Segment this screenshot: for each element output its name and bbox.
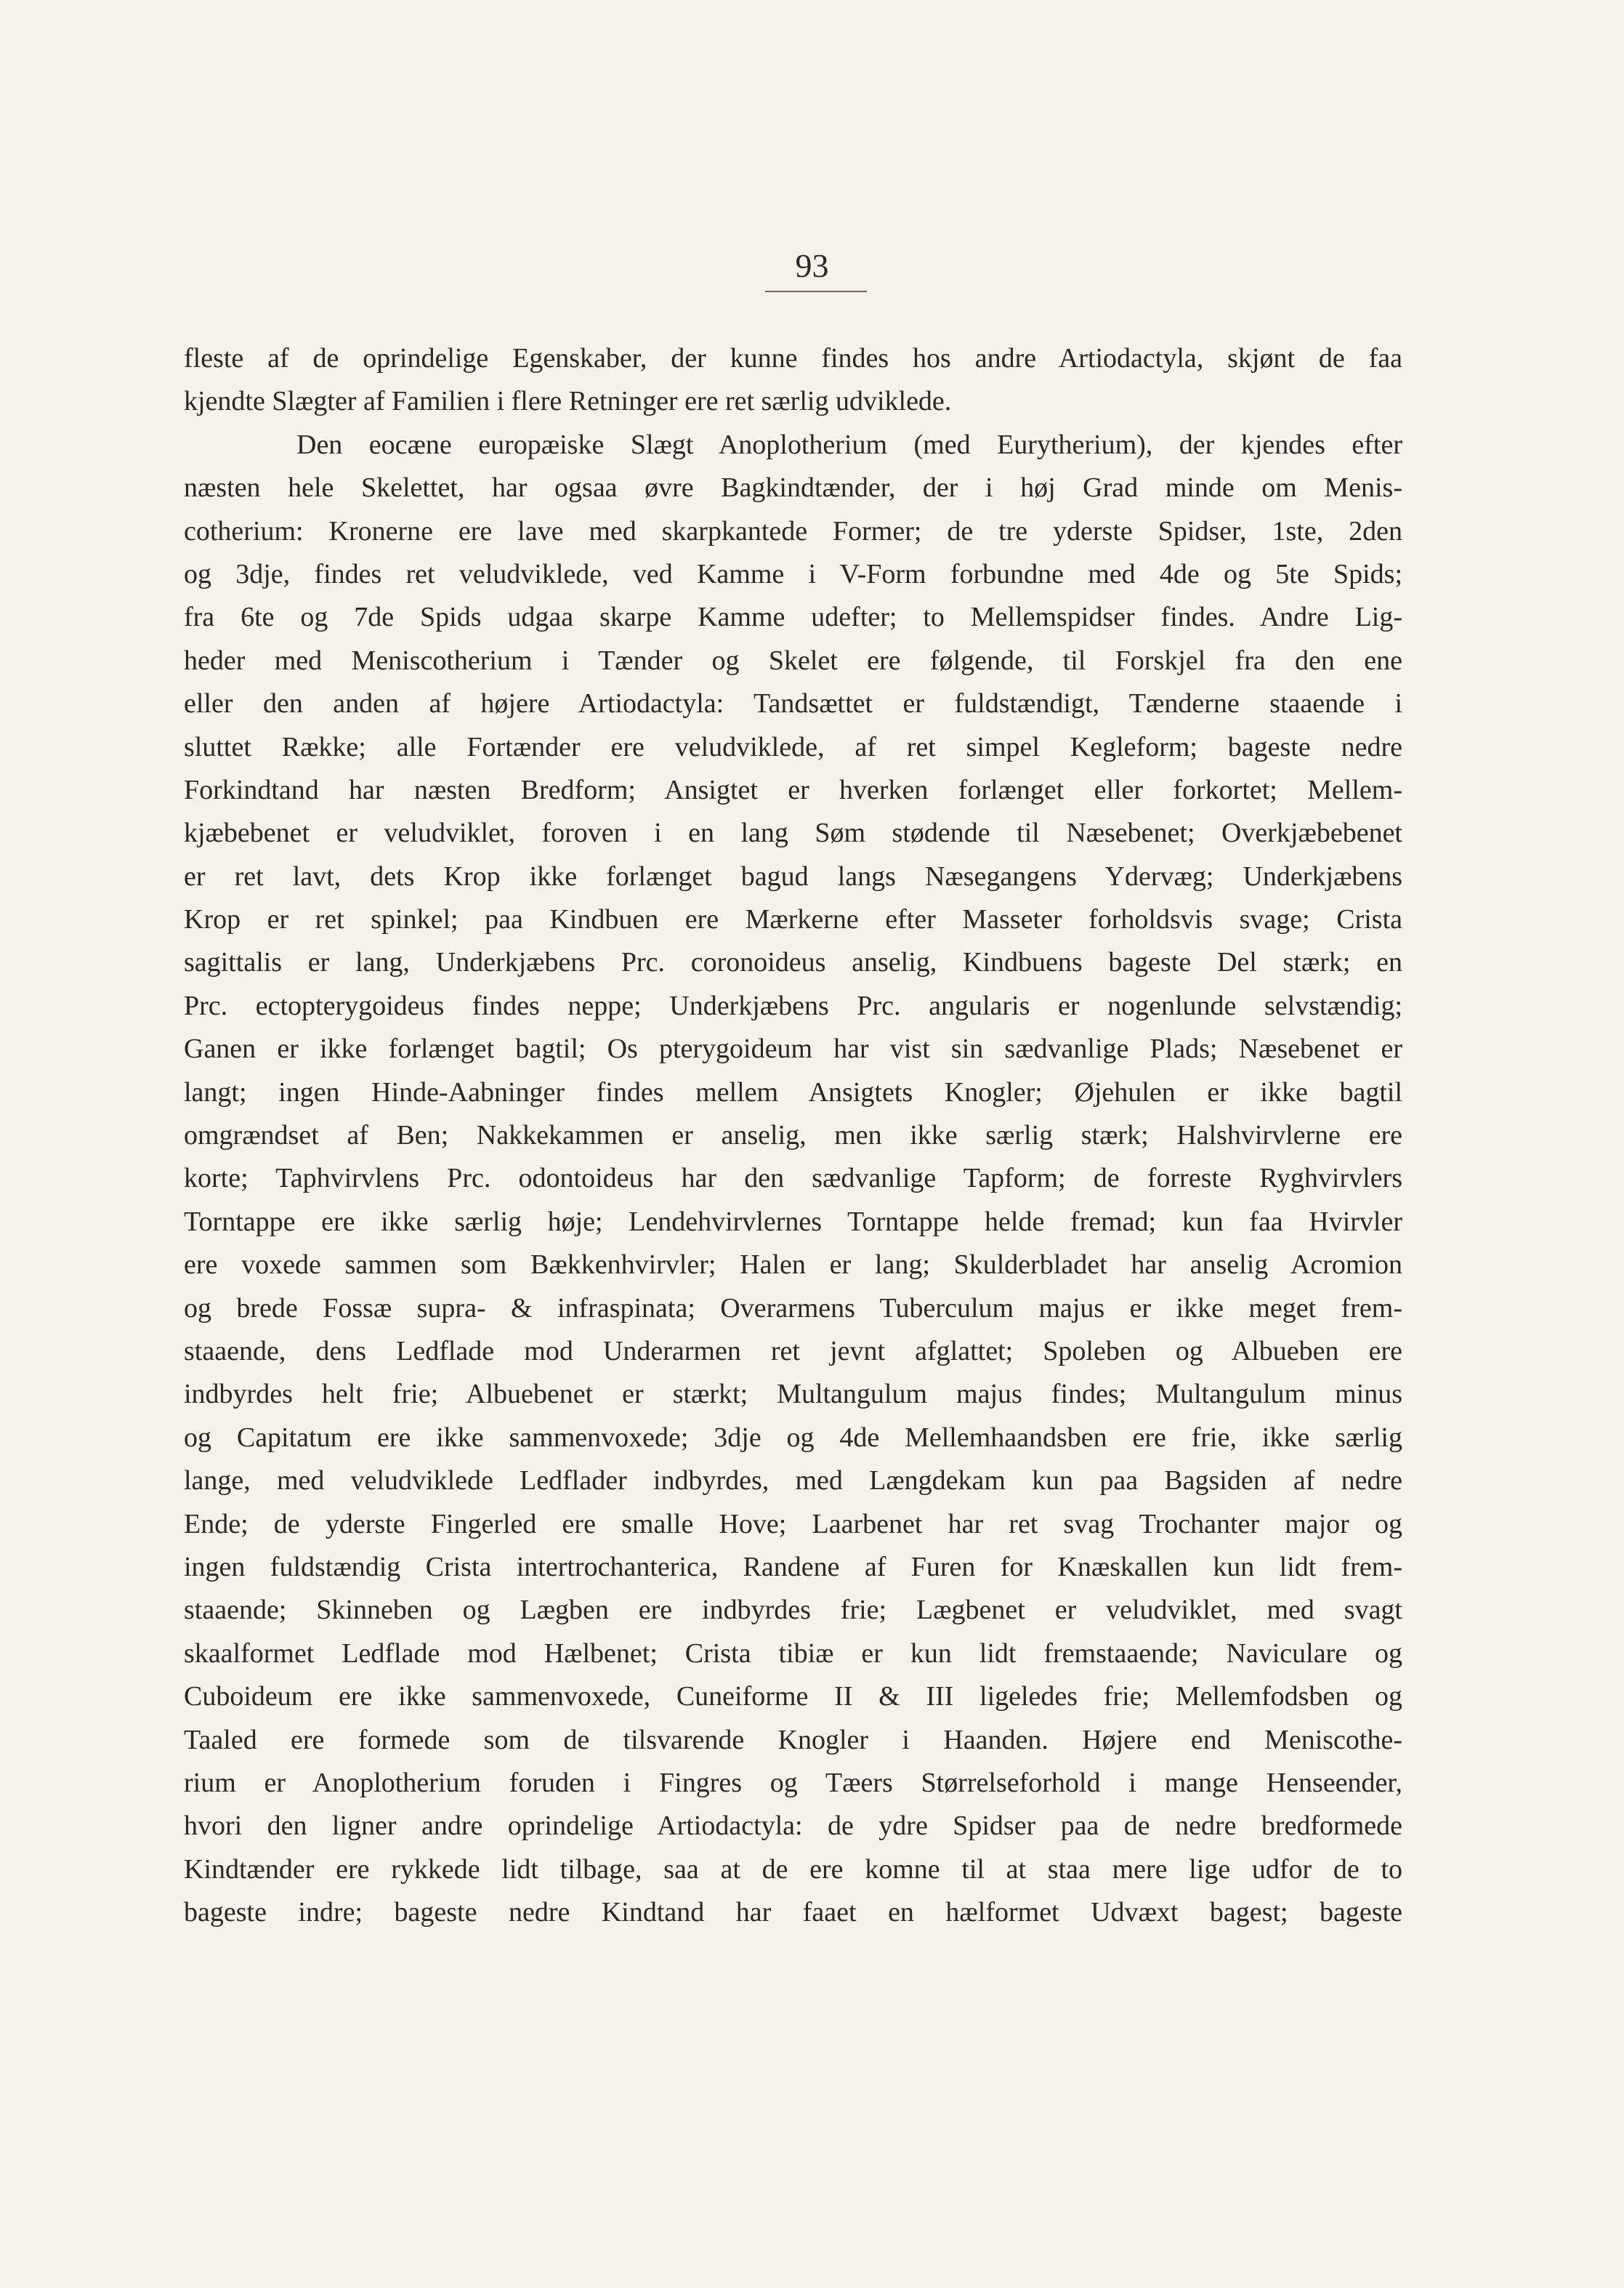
text-line: lange, med veludviklede Ledflader indbyrdes, med Længdekam kun paa Bagsiden af nedre	[184, 1465, 1402, 1497]
text-line: cotherium: Kronerne ere lave med skarpkantede Former; de tre yderste Spidser, 1ste, 2den	[184, 515, 1402, 547]
text-line: Den eocæne europæiske Slægt Anoplotherium (med Eurytherium), der kjendes efter	[296, 429, 1402, 460]
text-line: og Capitatum ere ikke sammenvoxede; 3dje og 4de Mellemhaandsben ere frie, ikke særlig	[184, 1422, 1402, 1453]
text-line: skaalformet Ledflade mod Hælbenet; Crista tibiæ er kun lidt fremstaaende; Naviculare og	[184, 1638, 1402, 1669]
text-line: eller den anden af højere Artiodactyla: Tandsættet er fuldstændigt, Tænderne staaende i	[184, 688, 1402, 720]
text-line: fleste af de oprindelige Egenskaber, der kunne findes hos andre Artiodactyla, skjønt de faa	[184, 343, 1402, 374]
text-line: og brede Fossæ supra- & infraspinata; Overarmens Tuberculum majus er ikke meget frem-	[184, 1292, 1402, 1324]
text-line: Kindtænder ere rykkede lidt tilbage, saa at de ere komne til at staa mere lige udfor de to	[184, 1853, 1402, 1885]
text-line: rium er Anoplotherium foruden i Fingres og Tæers Størrelseforhold i mange Henseender,	[184, 1767, 1402, 1798]
page-number: 93	[795, 247, 829, 284]
text-line: omgrændset af Ben; Nakkekammen er anselig, men ikke særlig stærk; Halshvirvlerne ere	[184, 1120, 1402, 1151]
text-line: langt; ingen Hinde-Aabninger findes mellem Ansigtets Knogler; Øjehulen er ikke bagtil	[184, 1076, 1402, 1108]
text-line: og 3dje, findes ret veludviklede, ved Kamme i V-Form forbundne med 4de og 5te Spids;	[184, 558, 1402, 589]
text-line: korte; Taphvirvlens Prc. odontoideus har den sædvanlige Tapform; de forreste Ryghvirvlers	[184, 1163, 1402, 1194]
text-line: næsten hele Skelettet, har ogsaa øvre Bagkindtænder, der i høj Grad minde om Menis-	[184, 472, 1402, 504]
text-line: heder med Meniscotherium i Tænder og Skelet ere følgende, til Forskjel fra den ene	[184, 645, 1402, 676]
text-line: fra 6te og 7de Spids udgaa skarpe Kamme udefter; to Mellemspidser findes. Andre Lig-	[184, 602, 1402, 633]
text-line: Prc. ectopterygoideus findes neppe; Underkjæbens Prc. angularis er nogenlunde selvstændig;	[184, 990, 1402, 1021]
text-line: ingen fuldstændig Crista intertrochanterica, Randene af Furen for Knæskallen kun lidt frem-	[184, 1551, 1402, 1582]
body-text	[184, 337, 1402, 1934]
text-line: Torntappe ere ikke særlig høje; Lendehvirvlernes Torntappe helde fremad; kun faa Hvirvler	[184, 1206, 1402, 1237]
text-line: sluttet Række; alle Fortænder ere veludviklede, af ret simpel Kegleform; bageste nedre	[184, 731, 1402, 762]
text-line: Forkindtand har næsten Bredform; Ansigtet er hverken forlænget eller forkortet; Mellem-	[184, 774, 1402, 805]
text-line: Ende; de yderste Fingerled ere smalle Hove; Laarbenet har ret svag Trochanter major og	[184, 1508, 1402, 1539]
text-line: sagittalis er lang, Underkjæbens Prc. coronoideus anselig, Kindbuens bageste Del stærk; en	[184, 947, 1402, 978]
text-line: bageste indre; bageste nedre Kindtand har faaet en hælformet Udvæxt bagest; bageste	[184, 1897, 1402, 1928]
header-rule	[765, 291, 867, 292]
text-line: kjendte Slægter af Familien i flere Retninger ere ret særlig udviklede.	[184, 386, 952, 417]
text-line: ere voxede sammen som Bækkenhvirvler; Halen er lang; Skulderbladet har anselig Acromion	[184, 1249, 1402, 1281]
text-line: hvori den ligner andre oprindelige Artiodactyla: de ydre Spidser paa de nedre bredformede	[184, 1810, 1402, 1842]
text-line: Ganen er ikke forlænget bagtil; Os pterygoideum har vist sin sædvanlige Plads; Næsebenet er	[184, 1034, 1402, 1065]
text-line: Krop er ret spinkel; paa Kindbuen ere Mærkerne efter Masseter forholdsvis svage; Crista	[184, 904, 1402, 935]
text-line: staaende; Skinneben og Lægben ere indbyrdes frie; Lægbenet er veludviklet, med svagt	[184, 1595, 1402, 1626]
text-line: staaende, dens Ledflade mod Underarmen ret jevnt afglattet; Spoleben og Albueben ere	[184, 1335, 1402, 1366]
text-line: Taaled ere formede som de tilsvarende Knogler i Haanden. Højere end Meniscothe-	[184, 1724, 1402, 1755]
text-line: er ret lavt, dets Krop ikke forlænget bagud langs Næsegangens Ydervæg; Underkjæbens	[184, 861, 1402, 892]
text-line: kjæbebenet er veludviklet, foroven i en lang Søm stødende til Næsebenet; Overkjæbebenet	[184, 818, 1402, 849]
text-line: Cuboideum ere ikke sammenvoxede, Cuneiforme II & III ligeledes frie; Mellemfodsben og	[184, 1681, 1402, 1712]
text-line: indbyrdes helt frie; Albuebenet er stærkt; Multangulum majus findes; Multangulum minus	[184, 1379, 1402, 1410]
